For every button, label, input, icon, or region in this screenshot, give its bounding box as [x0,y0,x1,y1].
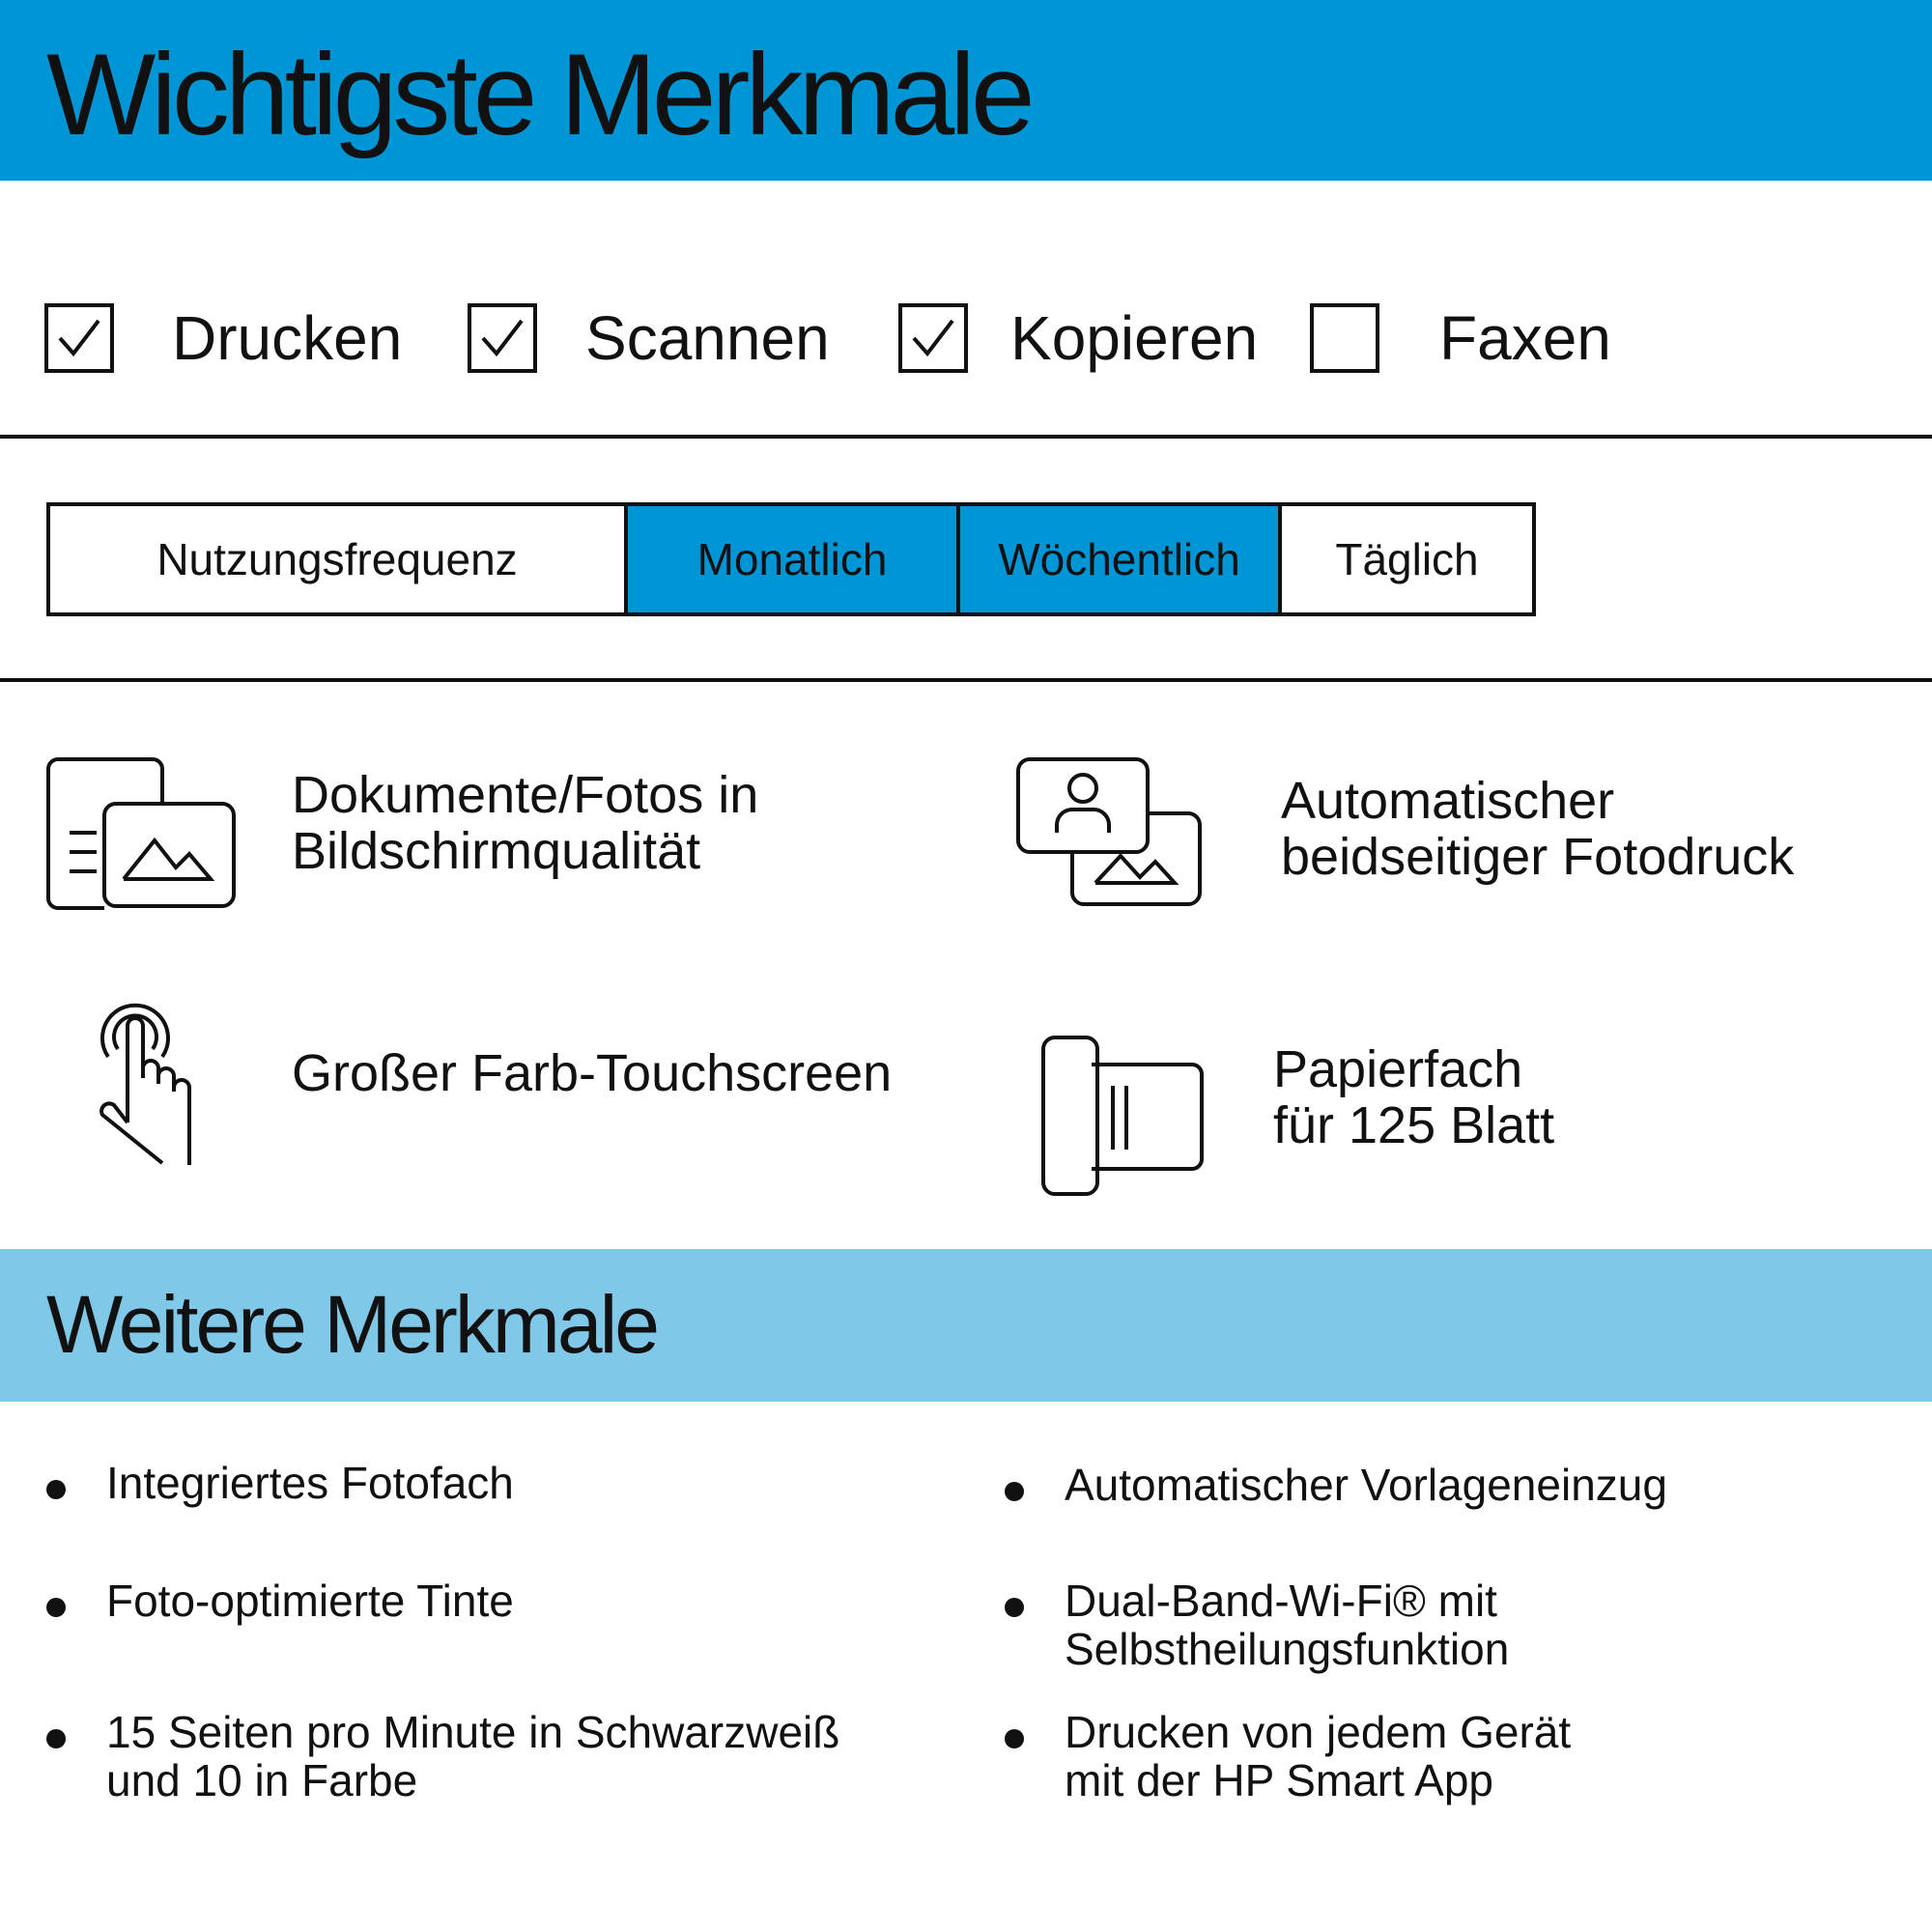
usage-frequency-table [46,502,1536,616]
duplex-photo-icon [1014,755,1208,915]
scan-checkbox[interactable] [468,303,537,373]
bullet-text: Automatischer Vorlageneinzug [1065,1460,1667,1510]
copy-label: Kopieren [1010,303,1259,373]
function-scan [468,301,830,375]
usage-option-weekly: Wöchentlich [960,506,1282,612]
feature-touchscreen-text: Großer Farb-Touchscreen [292,1044,893,1102]
print-label: Drucken [172,303,403,373]
fax-checkbox[interactable] [1310,303,1379,373]
fax-label: Faxen [1439,303,1611,373]
bullet-text: Foto-optimierte Tinte [106,1576,514,1626]
bullet-icon [1005,1598,1024,1617]
more-features-bar [0,1249,1932,1402]
touch-hand-icon [75,997,211,1176]
paper-tray-icon [1039,1034,1204,1203]
function-print [44,301,402,375]
function-fax [1310,301,1611,375]
copy-checkbox[interactable] [898,303,968,373]
header-bar [0,0,1932,181]
divider-top [0,435,1932,439]
bullet-icon [46,1729,66,1748]
checkmark-icon [54,313,104,363]
function-copy [898,301,1258,375]
page-title: Wichtigste Merkmale [46,30,1031,159]
bullet-icon [1005,1729,1024,1748]
bullet-text: Dual-Band-Wi-Fi® mit Selbstheilungsfunktion [1065,1576,1510,1674]
usage-frequency-label: Nutzungsfrequenz [50,506,628,612]
divider-bottom [0,678,1932,682]
bullet-text: Integriertes Fotofach [106,1458,514,1508]
scan-label: Scannen [585,303,830,373]
bullet-icon [46,1480,66,1499]
bullet-icon [46,1598,66,1617]
usage-option-monthly: Monatlich [628,506,960,612]
bullet-text: 15 Seiten pro Minute in Schwarzweiß und 10 in Farbe [106,1707,840,1805]
checkmark-icon [477,313,527,363]
bullet-text: Drucken von jedem Gerät mit der HP Smart App [1065,1707,1572,1805]
feature-duplex-text: Automatischer beidseitiger Fotodruck [1281,772,1795,886]
feature-screen-quality-text: Dokumente/Fotos in Bildschirmqualität [292,766,759,880]
feature-paper-tray-text: Papierfach für 125 Blatt [1273,1040,1555,1154]
functions-row [0,290,1932,386]
more-features-title: Weitere Merkmale [46,1279,657,1370]
documents-photos-icon [44,755,238,915]
usage-option-daily: Täglich [1335,534,1479,584]
bullet-icon [1005,1482,1024,1501]
print-checkbox[interactable] [44,303,114,373]
checkmark-icon [908,313,958,363]
